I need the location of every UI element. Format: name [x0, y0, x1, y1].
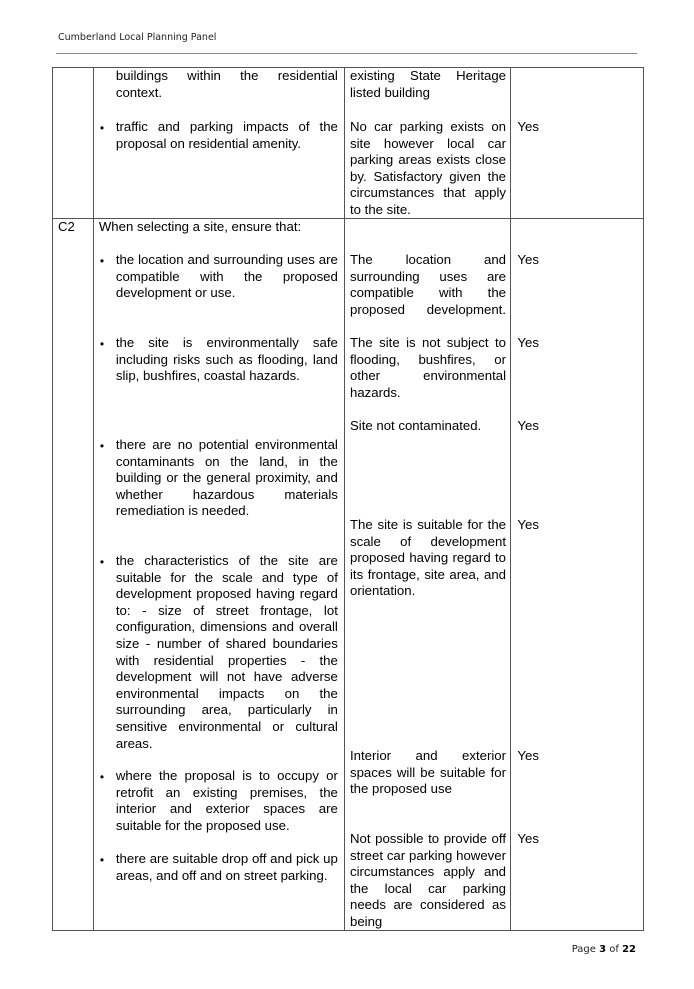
bullet-glyph: • [99, 853, 105, 867]
bullet-glyph: • [99, 337, 105, 351]
table-row [53, 219, 644, 931]
response-text: The site is not subject to flooding, bushfires, or other environmental hazards. [350, 335, 506, 400]
criteria-intro: When selecting a site, ensure that: [98, 219, 302, 234]
response-text: Site not contaminated. [350, 418, 482, 433]
list-item: the characteristics of the site are suitable for the scale and type of development proposed having regard to: - size of street frontage, lot configuration, dimensions and overall size - number of shared boundaries with residential properties - the development will not have adverse environmental impacts on the surrounding area, particularly in sensitive environmental or cultural areas. [115, 553, 338, 751]
list-item: traffic and parking impacts of the proposal on residential amenity. [115, 119, 338, 151]
response-text: existing State Heritage listed building [350, 68, 506, 100]
page-header: Cumberland Local Planning Panel [58, 32, 217, 43]
table-row [53, 68, 644, 219]
compliance-value: Yes [517, 748, 539, 763]
bullet-glyph: • [99, 439, 105, 453]
criterion-code-cell [53, 219, 94, 931]
bullet-glyph: • [99, 555, 105, 569]
compliance-value: Yes [517, 252, 539, 267]
response-text: The location and surrounding uses are compatible with the proposed development. [350, 252, 506, 317]
assessment-table [52, 67, 644, 931]
criteria-cell [93, 219, 344, 931]
list-item: there are no potential environmental contaminants on the land, in the building or the general proximity, and whether hazardous materials remediation is needed. [115, 437, 338, 519]
compliance-value: Yes [517, 517, 539, 532]
page-number [572, 944, 636, 955]
compliance-value: Yes [517, 831, 539, 846]
page-label: Page [571, 944, 596, 955]
list-item: there are suitable drop off and pick up areas, and off and on street parking. [115, 851, 338, 883]
compliance-value: Yes [517, 119, 539, 134]
current-page: 3 [599, 944, 607, 955]
response-cell [345, 68, 511, 219]
list-item: where the proposal is to occupy or retrofit an existing premises, the interior and exterior spaces are suitable for the proposed use. [115, 768, 338, 833]
response-text: Interior and exterior spaces will be suitable for the proposed use [350, 748, 506, 797]
list-item: the site is environmentally safe including risks such as flooding, land slip, bushfires, coastal hazards. [115, 335, 338, 384]
page-of-label: of [609, 944, 619, 955]
compliance-cell [511, 68, 644, 219]
compliance-value: Yes [517, 335, 539, 350]
criteria-cell [93, 68, 344, 219]
bullet-glyph: • [99, 770, 105, 784]
list-item: buildings within the residential context. [115, 68, 338, 100]
response-text: The site is suitable for the scale of development proposed having regard to its frontage, site area, and orientation. [350, 517, 506, 599]
header-divider [56, 53, 637, 54]
response-cell [345, 219, 511, 931]
compliance-value: Yes [517, 418, 539, 433]
compliance-cell [511, 219, 644, 931]
response-text: Not possible to provide off street car parking however circumstances apply and the local car parking needs are considered as being [350, 831, 506, 929]
bullet-glyph: • [99, 121, 105, 135]
total-pages: 22 [622, 944, 636, 955]
bullet-glyph: • [99, 254, 105, 268]
response-text: No car parking exists on site however local car parking areas exists close by. Satisfactory given the circumstances that apply to the site. [350, 119, 506, 217]
criterion-code-cell [53, 68, 94, 219]
criterion-code: C2 [58, 219, 75, 234]
list-item: the location and surrounding uses are compatible with the proposed development or use. [115, 252, 338, 301]
